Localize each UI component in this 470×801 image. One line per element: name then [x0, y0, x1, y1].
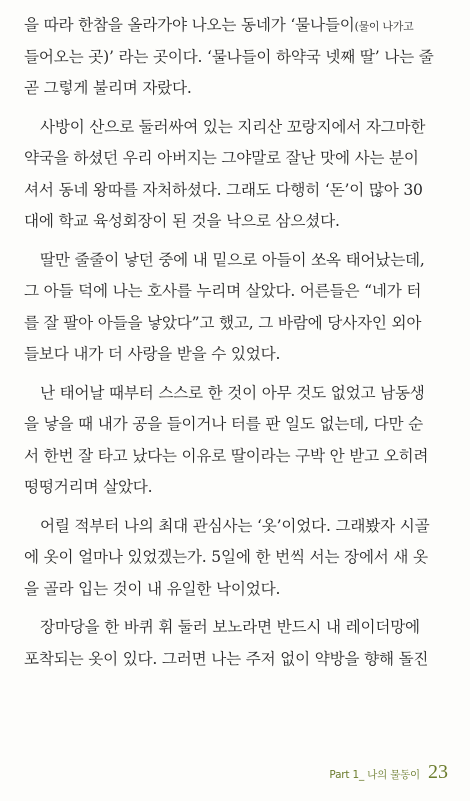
text-line: 곧 그렇게 불리며 자랐다.: [24, 79, 192, 97]
book-page-body: [24, 10, 452, 675]
text-line: [24, 10, 452, 42]
text-line: 난 태어날 때부터 스스로 한 것이 아무 것도 없었고 남동생: [40, 383, 425, 402]
text-line: 약국을 하셨던 우리 아버지는 그야말로 잘난 맛에 사는 분이: [24, 149, 419, 167]
text-line: 를 잘 팔아 아들을 낳았다”고 했고, 그 바람에 당사자인 외아: [24, 313, 422, 332]
text-line: 을 낳을 때 내가 공을 들이거나 터를 판 일도 없는데, 다만 순: [24, 415, 423, 433]
text-line: 들보다 내가 더 사랑을 받을 수 있었다.: [24, 345, 281, 363]
paragraph: [24, 612, 452, 675]
text-line: 셔서 동네 왕따를 자처하셨다. 그래도 다행히 ‘돈’이 많아 30: [24, 180, 423, 199]
text-line: 들어오는 곳)’ 라는 곳이다. ‘물나들이 하약국 넷째 딸’ 나는 줄: [24, 47, 434, 66]
page-footer: [329, 761, 448, 784]
text-line: 사방이 산으로 둘러싸여 있는 지리산 꼬랑지에서 자그마한: [40, 117, 426, 136]
paragraph: [24, 245, 452, 371]
chapter-label: Part 1_ 나의 물동이: [329, 769, 420, 781]
text-line: 그 아들 덕에 나는 호사를 누리며 살았다. 어른들은 “네가 터: [24, 282, 422, 300]
text-line: 어릴 적부터 나의 최대 관심사는 ‘옷’이었다. 그래봤자 시골: [40, 516, 430, 535]
page-number: 23: [428, 761, 448, 783]
text-line: 대에 학교 육성회장이 된 것을 낙으로 삼으셨다.: [24, 212, 340, 230]
inline-note: (물이 나가고: [354, 20, 414, 33]
text-line-main: 을 따라 한참을 올라가야 나오는 동네가 ‘물나들이: [24, 16, 355, 34]
paragraph: [24, 511, 452, 606]
paragraph: [24, 378, 452, 504]
text-line: 을 골라 입는 것이 내 유일한 낙이었다.: [24, 579, 281, 598]
text-line: 떵떵거리며 살았다.: [24, 478, 153, 496]
paragraph: [24, 112, 452, 238]
text-line: 포착되는 옷이 있다. 그러면 나는 주저 없이 약방을 향해 돌진: [24, 649, 429, 668]
text-line: 딸만 줄줄이 낳던 중에 내 밑으로 아들이 쏘옥 태어났는데,: [40, 250, 425, 269]
text-line: 서 한번 잘 타고 났다는 이유로 딸이라는 구박 안 받고 오히려: [24, 446, 429, 465]
text-line: 에 옷이 얼마나 있었겠는가. 5일에 한 번씩 서는 장에서 새 옷: [24, 548, 428, 566]
text-line: 장마당을 한 바퀴 휘 둘러 보노라면 반드시 내 레이더망에: [40, 618, 420, 636]
paragraph: [24, 10, 452, 105]
